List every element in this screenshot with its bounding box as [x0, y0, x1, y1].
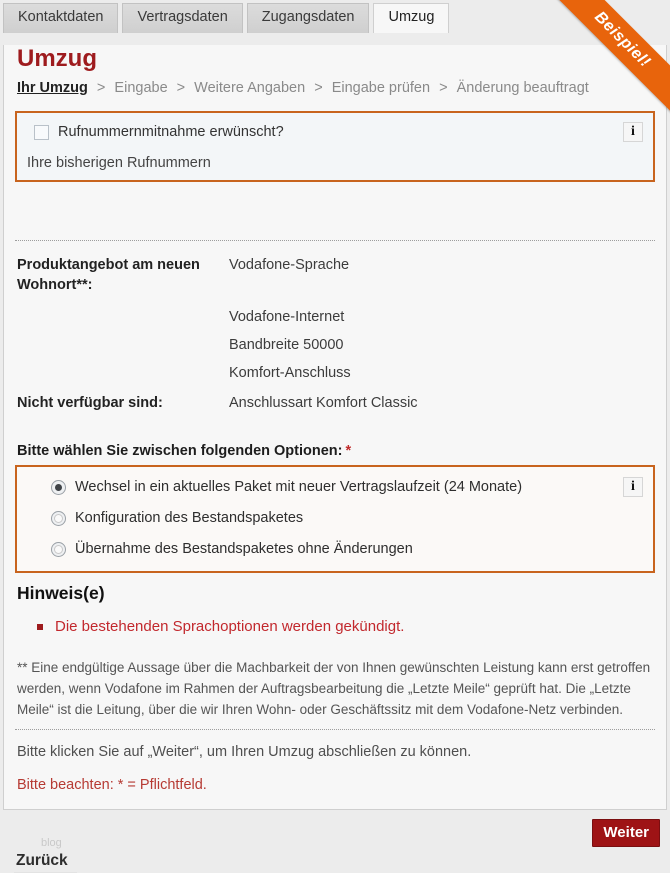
option-label-konfiguration: Konfiguration des Bestandspaketes	[75, 510, 304, 527]
footer-bar	[3, 810, 667, 873]
note-text: Die bestehenden Sprachoptionen werden gekündigt.	[55, 618, 405, 636]
options-label	[17, 443, 655, 459]
phone-number-box	[15, 111, 655, 182]
main-panel	[3, 45, 667, 810]
product-offer-label: Produktangebot am neuen Wohnort**:	[17, 257, 200, 294]
unavailable-label: Nicht verfügbar sind:	[17, 395, 163, 411]
breadcrumb-step-eingabe-pruefen: Eingabe prüfen	[331, 80, 431, 96]
required-asterisk: *	[345, 443, 352, 460]
product-item-komfort-anschluss: Komfort-Anschluss	[229, 365, 351, 381]
breadcrumb-separator: >	[96, 80, 106, 96]
section-divider	[15, 240, 655, 241]
section-divider	[15, 729, 655, 730]
next-step-hint: Bitte klicken Sie auf „Weiter“, um Ihren Umzug abschließen zu können.	[17, 744, 472, 761]
breadcrumb-step-weitere-angaben: Weitere Angaben	[194, 80, 306, 96]
page-title: Umzug	[17, 45, 97, 72]
options-box	[15, 465, 655, 573]
product-item-bandbreite: Bandbreite 50000	[229, 337, 344, 353]
notes-heading: Hinweis(e)	[17, 583, 105, 604]
back-button[interactable]: Zurück	[14, 851, 77, 873]
product-item-sprache: Vodafone-Sprache	[229, 257, 350, 273]
tab-vertragsdaten[interactable]: Vertragsdaten	[122, 3, 242, 33]
info-icon[interactable]: i	[623, 477, 643, 497]
note-item	[37, 618, 655, 635]
example-ribbon: Beispiel!	[540, 0, 670, 122]
rufnummernmitnahme-label: Rufnummernmitnahme erwünscht?	[58, 124, 284, 140]
breadcrumb-step-eingabe: Eingabe	[114, 80, 168, 96]
radio-uebernahme[interactable]	[51, 542, 66, 557]
rufnummernmitnahme-checkbox[interactable]	[34, 125, 49, 140]
info-icon[interactable]: i	[623, 122, 643, 142]
breadcrumb-current[interactable]: Ihr Umzug	[17, 80, 88, 96]
bullet-icon	[37, 624, 43, 630]
unavailable-value: Anschlussart Komfort Classic	[229, 395, 418, 411]
option-label-uebernahme: Übernahme des Bestandspaketes ohne Änderungen	[75, 541, 413, 558]
option-row-uebernahme[interactable]	[51, 539, 643, 559]
product-offer-section	[17, 255, 655, 413]
option-row-konfiguration[interactable]	[51, 508, 643, 528]
options-label-text: Bitte wählen Sie zwischen folgenden Optionen:	[17, 443, 343, 460]
watermark-text: blog	[41, 837, 62, 850]
required-field-note: Bitte beachten: * = Pflichtfeld.	[17, 777, 207, 794]
breadcrumb-separator: >	[314, 80, 323, 96]
option-label-wechsel: Wechsel in ein aktuelles Paket mit neuer Vertragslaufzeit (24 Monate)	[75, 479, 523, 496]
tab-kontaktdaten[interactable]: Kontaktdaten	[3, 3, 118, 33]
breadcrumb-step-aenderung-beauftragt: Änderung beauftragt	[456, 80, 589, 96]
product-item-internet: Vodafone-Internet	[229, 309, 345, 325]
tab-zugangsdaten[interactable]: Zugangsdaten	[247, 3, 370, 33]
weiter-button[interactable]: Weiter	[592, 819, 660, 847]
radio-konfiguration[interactable]	[51, 511, 66, 526]
breadcrumb-separator: >	[439, 80, 448, 96]
breadcrumb-separator: >	[176, 80, 186, 96]
tab-umzug[interactable]: Umzug	[373, 3, 449, 33]
radio-wechsel-paket[interactable]	[51, 480, 66, 495]
footnote-text: ** Eine endgültige Aussage über die Machbarkeit der von Ihnen gewünschten Leistung kann erst getroffen werden, wenn Vodafone im Rahmen der Auftragsbearbeitung die „Letzte Meile“ geprüft hat. Die „Letzte Meile“ ist die Leitung, über die wir Ihren Wohn- oder Geschäftssitz mit dem Vodafone-Netz verbinden.	[17, 660, 651, 718]
breadcrumb	[17, 80, 655, 96]
bisherige-rufnummern-label: Ihre bisherigen Rufnummern	[27, 155, 211, 171]
option-row-wechsel[interactable]	[51, 477, 643, 497]
